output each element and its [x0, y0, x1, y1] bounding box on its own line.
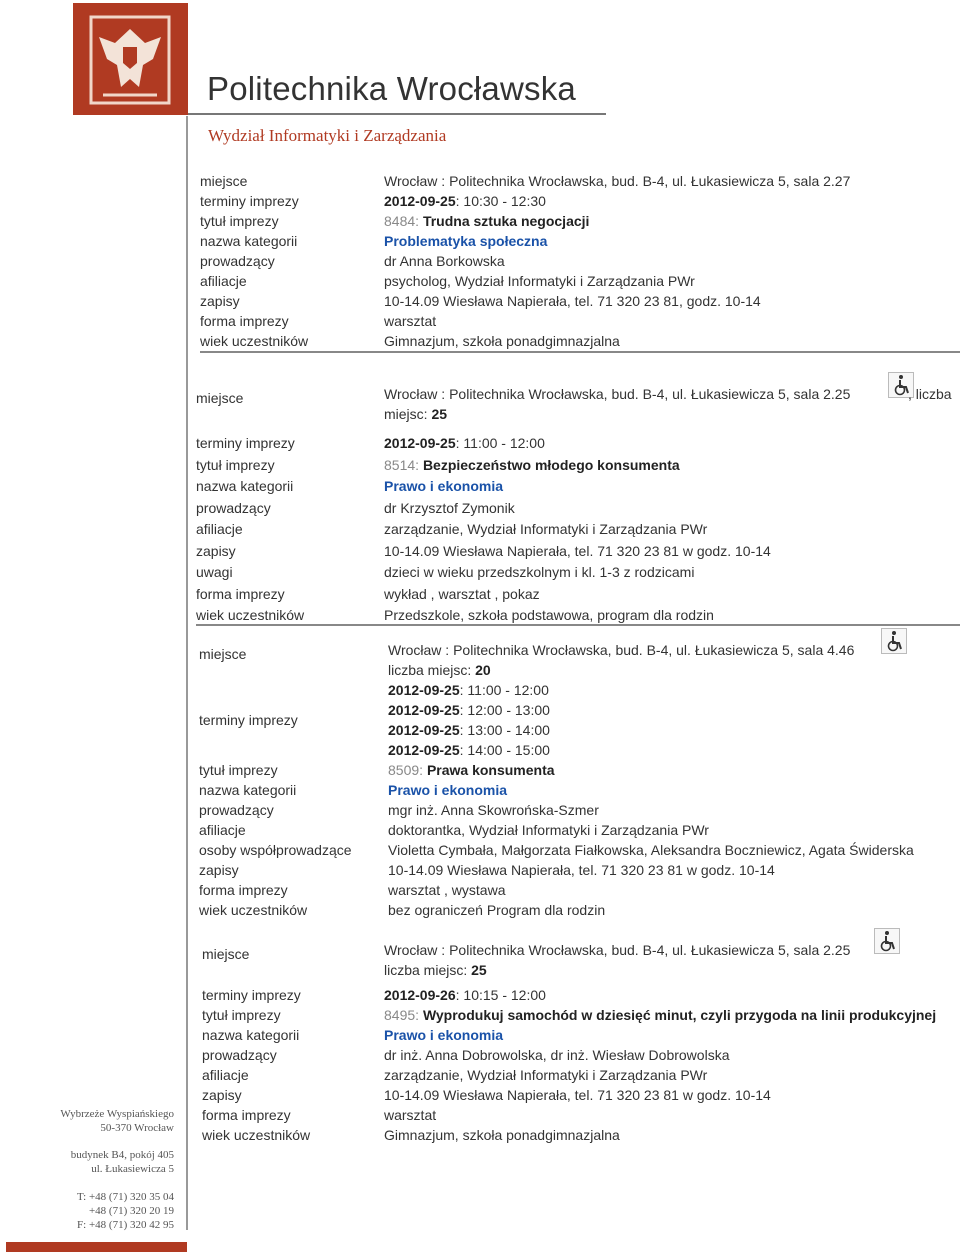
eagle-emblem-icon: [73, 3, 188, 115]
label-afiliacje: afiliacje: [202, 1067, 249, 1083]
event-age: Przedszkole, szkoła podstawowa, program dla rodzin: [384, 607, 714, 623]
event-age: Gimnazjum, szkoła ponadgimnazjalna: [384, 333, 620, 349]
label-wiek: wiek uczestników: [202, 1127, 311, 1143]
event-block-2: [196, 380, 960, 420]
event-form: wykład , warsztat , pokaz: [384, 585, 540, 602]
label-afiliacje: afiliacje: [199, 822, 246, 838]
label-kategoria: nazwa kategorii: [199, 782, 297, 798]
event-location: Wrocław : Politechnika Wrocławska, bud. B-4, ul. Łukasiewicza 5, sala 2.27: [384, 173, 851, 189]
label-forma: forma imprezy: [202, 1107, 291, 1123]
event-host: dr Anna Borkowska: [384, 253, 505, 269]
event-affiliation: zarządzanie, Wydział Informatyki i Zarządzania PWr: [384, 521, 708, 537]
label-prowadzacy: prowadzący: [200, 253, 275, 269]
label-forma: forma imprezy: [199, 882, 288, 898]
label-wiek: wiek uczestników: [199, 902, 308, 918]
label-terminy: terminy imprezy: [199, 712, 298, 728]
label-prowadzacy: prowadzący: [199, 802, 274, 818]
event-location: Wrocław : Politechnika Wrocławska, bud. B-4, ul. Łukasiewicza 5, sala 2.25: [384, 942, 851, 958]
event-category-link[interactable]: Prawo i ekonomia: [384, 478, 504, 494]
event-id: 8514: [384, 456, 416, 473]
label-prowadzacy: prowadzący: [196, 499, 271, 516]
event-location: Wrocław : Politechnika Wrocławska, bud. B-4, ul. Łukasiewicza 5, sala 4.46: [388, 642, 855, 658]
label-forma: forma imprezy: [200, 313, 289, 329]
event-category-link[interactable]: Problematyka społeczna: [384, 233, 548, 249]
event-date: 2012-09-25: [388, 722, 460, 738]
event-title[interactable]: Trudna sztuka negocjacji: [422, 213, 590, 229]
address-phone-1: T: +48 (71) 320 35 04: [76, 1191, 174, 1203]
event-time: : 10:15 - 12:00: [455, 987, 546, 1003]
event-category-link[interactable]: Prawo i ekonomia: [388, 782, 508, 798]
label-afiliacje: afiliacje: [196, 521, 243, 537]
event-date: 2012-09-25: [384, 193, 456, 209]
event-title[interactable]: Wyprodukuj samochód w dziesięć minut, czyli przygoda na linii produkcyjnej: [422, 1007, 937, 1023]
event-block-3: miejsce Wrocław : Politechnika Wrocławska, bud. B-4, ul. Łukasiewicza 5, sala 4.46 liczba miejsc: 20 2012-09-25: 11:00 - 12:00 terminy imprezy 2012-09-25: 12:00 - 13:00 2012-09-25: 13:00 - 14:00 2012-09-25: 14:00 - 15:00 tytuł imprezy 8509: Prawa konsumenta nazwa kategorii Prawo i ekonomia prowadzący mgr inż. Anna Skowrońska-Szmer afiliacje doktorantka, Wydział Informatyki i Zarządzania PWr osoby współprowadzące Violetta Cymbała, Małgorzata Fiałkowska, Aleksandra Boczniewicz, Agata Świderska zapisy 10-14.09 Wiesława Napierała, tel. 71 320 23 81 w godz. 10-14 forma imprezy warsztat , wystawa wiek uczestników bez ograniczeń Program dla rodzin: [199, 640, 960, 920]
event-registration: 10-14.09 Wiesława Napierała, tel. 71 320 23 81, godz. 10-14: [384, 293, 761, 309]
label-terminy: terminy imprezy: [196, 435, 295, 451]
label-miejsce: miejsce: [202, 946, 250, 962]
address-street: Wybrzeże Wyspiańskiego: [60, 1108, 174, 1120]
label-zapisy: zapisy: [202, 1087, 242, 1103]
event-block-4-details: terminy imprezy 2012-09-26: 10:15 - 12:00 tytuł imprezy 8495: Wyprodukuj samochód w dziesięć minut, czyli przygoda na linii produkcyjnej nazwa kategorii Prawo i ekonomia prowadzący dr inż. Anna Dobrowolska, dr inż. Wiesław Dobrowolska afiliacje zarządzanie, Wydział Informatyki i Zarządzania PWr zapisy 10-14.09 Wiesława Napierała, tel. 71 320 23 81 w godz. 10-14 forma imprezy warsztat wiek uczestników Gimnazjum, szkoła ponadgimnazjalna: [202, 987, 937, 1143]
label-afiliacje: afiliacje: [200, 273, 247, 289]
event-category-link[interactable]: Prawo i ekonomia: [384, 1027, 504, 1043]
university-title: Politechnika Wrocławska: [207, 70, 576, 107]
address-room: budynek B4, pokój 405: [70, 1149, 174, 1161]
label-wiek: wiek uczestników: [200, 333, 309, 349]
event-id: 8495: [384, 1007, 416, 1023]
event-host: dr inż. Anna Dobrowolska, dr inż. Wiesław Dobrowolska: [384, 1047, 730, 1063]
event-age: bez ograniczeń Program dla rodzin: [388, 902, 606, 918]
event-capacity: 25: [431, 406, 448, 422]
event-separator-2: [196, 624, 960, 626]
label-miejsce: miejsce: [200, 173, 248, 189]
event-host: dr Krzysztof Zymonik: [384, 499, 515, 516]
label-tytul: tytuł imprezy: [200, 213, 279, 229]
header-divider: [188, 113, 606, 115]
event-block-4: [202, 940, 960, 980]
event-date: 2012-09-25: [388, 682, 460, 698]
address-building-street: ul. Łukasiewicza 5: [91, 1163, 174, 1175]
event-block-1: miejsce Wrocław : Politechnika Wrocławska, bud. B-4, ul. Łukasiewicza 5, sala 2.27 terminy imprezy 2012-09-25: 10:30 - 12:30 tytuł imprezy 8484: Trudna sztuka negocjacji nazwa kategorii Problematyka społeczna prowadzący dr Anna Borkowska afiliacje psycholog, Wydział Informatyki i Zarządzania PWr zapisy 10-14.09 Wiesława Napierała, tel. 71 320 23 81, godz. 10-14 forma imprezy warsztat wiek uczestników Gimnazjum, szkoła ponadgimnazjalna: [200, 173, 851, 349]
address-city: 50-370 Wrocław: [100, 1122, 174, 1134]
event-age: Gimnazjum, szkoła ponadgimnazjalna: [384, 1127, 620, 1143]
label-wspolprowadzace: osoby współprowadzące: [199, 842, 352, 858]
event-affiliation: psycholog, Wydział Informatyki i Zarządzania PWr: [384, 273, 695, 289]
event-time: : 12:00 - 13:00: [459, 702, 550, 718]
event-title[interactable]: Bezpieczeństwo młodego konsumenta: [422, 456, 680, 473]
event-affiliation: doktorantka, Wydział Informatyki i Zarządzania PWr: [388, 822, 709, 838]
event-location: Wrocław : Politechnika Wrocławska, bud. B-4, ul. Łukasiewicza 5, sala 2.25: [384, 386, 851, 402]
event-time: : 10:30 - 12:30: [455, 193, 546, 209]
label-prowadzacy: prowadzący: [202, 1047, 277, 1063]
event-registration: 10-14.09 Wiesława Napierała, tel. 71 320 23 81 w godz. 10-14: [388, 862, 775, 878]
event-id: 8484: [384, 213, 416, 229]
label-terminy: terminy imprezy: [202, 987, 301, 1003]
event-registration: 10-14.09 Wiesława Napierała, tel. 71 320 23 81 w godz. 10-14: [384, 542, 771, 559]
vertical-divider: [186, 116, 188, 1230]
event-id: 8509: [388, 762, 420, 778]
event-notes: dzieci w wieku przedszkolnym i kl. 1-3 z rodzicami: [384, 564, 695, 580]
event-capacity-label: liczba miejsc:: [384, 962, 472, 978]
university-logo: [73, 3, 188, 115]
event-date: 2012-09-26: [384, 987, 456, 1003]
event-form: warsztat , wystawa: [388, 882, 506, 898]
label-miejsce: miejsce: [196, 390, 244, 406]
event-form: warsztat: [384, 1107, 437, 1123]
event-capacity-prefix: , liczba: [908, 386, 952, 402]
label-kategoria: nazwa kategorii: [202, 1027, 300, 1043]
event-form: warsztat: [384, 313, 437, 329]
event-title[interactable]: Prawa konsumenta: [426, 762, 555, 778]
event-co-hosts: Violetta Cymbała, Małgorzata Fiałkowska, Aleksandra Boczniewicz, Agata Świderska: [388, 842, 914, 858]
event-capacity-label: liczba miejsc:: [388, 662, 476, 678]
label-zapisy: zapisy: [199, 862, 239, 878]
event-capacity: 25: [471, 962, 487, 978]
event-separator-1: [200, 351, 960, 353]
event-date: 2012-09-25: [384, 435, 456, 451]
event-time: : 11:00 - 12:00: [455, 435, 545, 451]
label-tytul: tytuł imprezy: [196, 456, 275, 473]
label-kategoria: nazwa kategorii: [196, 478, 294, 494]
event-time: : 13:00 - 14:00: [459, 722, 550, 738]
event-date: 2012-09-25: [388, 702, 460, 718]
label-miejsce: miejsce: [199, 646, 247, 662]
event-affiliation: zarządzanie, Wydział Informatyki i Zarządzania PWr: [384, 1067, 708, 1083]
event-host: mgr inż. Anna Skowrońska-Szmer: [388, 802, 599, 818]
event-time: : 14:00 - 15:00: [459, 742, 550, 758]
wheelchair-icon: [881, 628, 907, 654]
faculty-subtitle: Wydział Informatyki i Zarządzania: [208, 126, 447, 145]
address-phone-2: +48 (71) 320 20 19: [88, 1205, 174, 1217]
event-capacity-label: miejsc:: [384, 406, 432, 422]
label-forma: forma imprezy: [196, 585, 285, 602]
footer-accent-bar: [6, 1242, 187, 1252]
event-registration: 10-14.09 Wiesława Napierała, tel. 71 320 23 81 w godz. 10-14: [384, 1087, 771, 1103]
event-capacity: 20: [475, 662, 491, 678]
label-terminy: terminy imprezy: [200, 193, 299, 209]
event-time: : 11:00 - 12:00: [459, 682, 549, 698]
event-block-2-details: terminy imprezy 2012-09-25: 11:00 - 12:00 tytuł imprezy 8514: Bezpieczeństwo młodego konsumenta nazwa kategorii Prawo i ekonomia prowadzący dr Krzysztof Zymonik afiliacje zarządzanie, Wydział Informatyki i Zarządzania PWr zapisy 10-14.09 Wiesława Napierała, tel. 71 320 23 81 w godz. 10-14 uwagi dzieci w wieku przedszkolnym i kl. 1-3 z rodzicami forma imprezy wykład , warsztat , pokaz wiek uczestników Przedszkole, szkoła podstawowa, program dla rodzin: [196, 433, 960, 627]
wheelchair-icon: [874, 928, 900, 954]
event-date: 2012-09-25: [388, 742, 460, 758]
label-uwagi: uwagi: [196, 564, 233, 580]
label-wiek: wiek uczestników: [196, 607, 305, 623]
address-fax: F: +48 (71) 320 42 95: [77, 1219, 174, 1231]
label-zapisy: zapisy: [200, 293, 240, 309]
label-tytul: tytuł imprezy: [199, 762, 278, 778]
label-tytul: tytuł imprezy: [202, 1007, 281, 1023]
label-zapisy: zapisy: [196, 542, 236, 559]
label-kategoria: nazwa kategorii: [200, 233, 298, 249]
